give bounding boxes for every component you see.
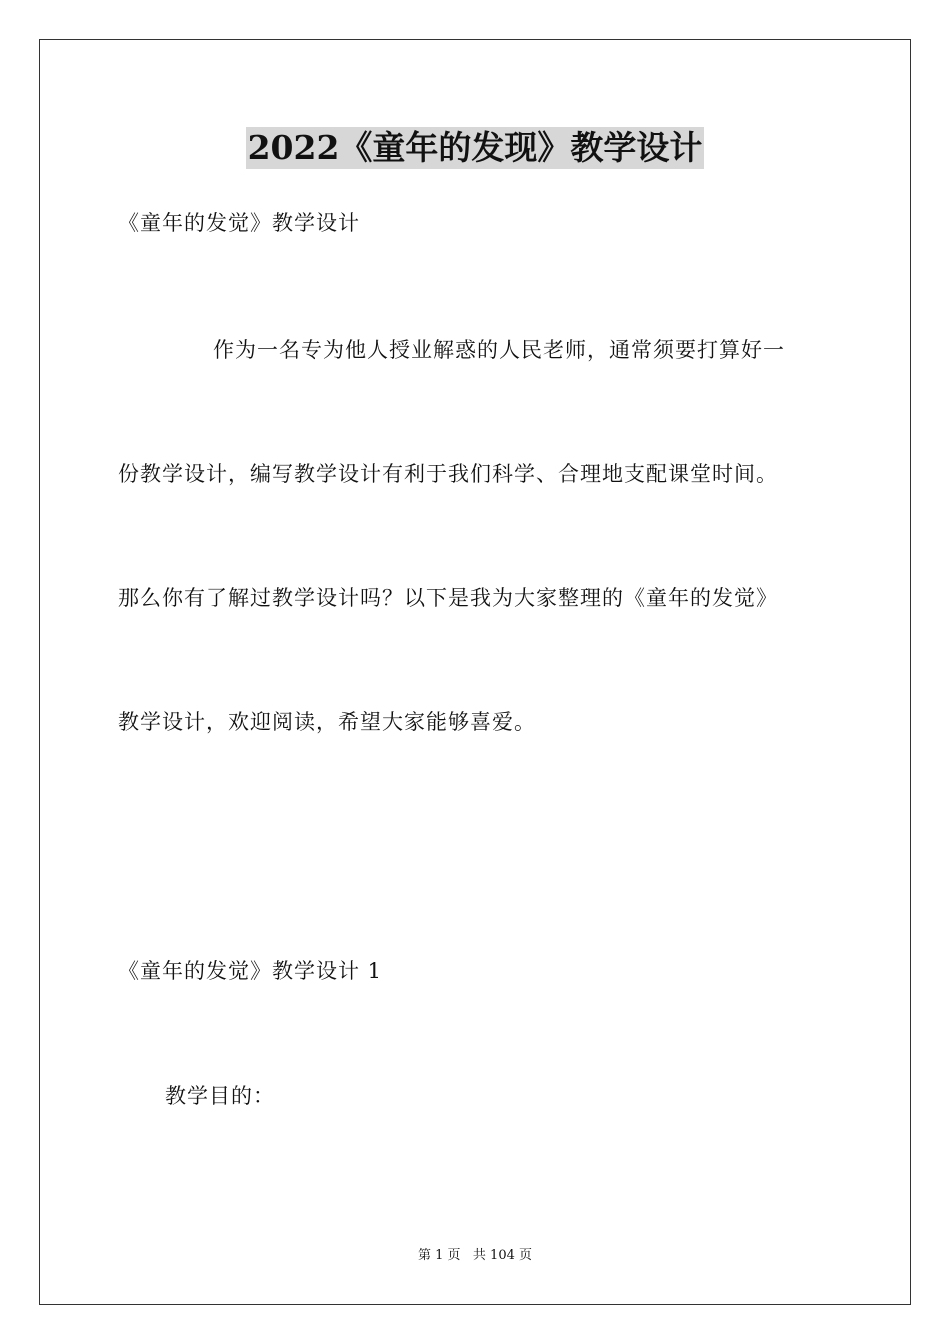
subtitle: 《童年的发觉》教学设计 [118, 211, 360, 235]
intro-line-4: 教学设计，欢迎阅读，希望大家能够喜爱。 [118, 710, 536, 734]
document-title: 2022《童年的发现》教学设计 [247, 128, 703, 167]
page-footer: 第 1 页 共 104 页 [417, 1248, 532, 1263]
intro-line-2: 份教学设计，编写教学设计有利于我们科学、合理地支配课堂时间。 [118, 462, 778, 486]
intro-line-1: 作为一名专为他人授业解惑的人民老师，通常须要打算好一 [213, 338, 785, 362]
section-heading: 《童年的发觉》教学设计 1 [118, 959, 383, 983]
document-title-container [0, 127, 950, 169]
intro-line-3: 那么你有了解过教学设计吗？以下是我为大家整理的《童年的发觉》 [118, 586, 778, 610]
objective-label: 教学目的： [165, 1084, 275, 1108]
